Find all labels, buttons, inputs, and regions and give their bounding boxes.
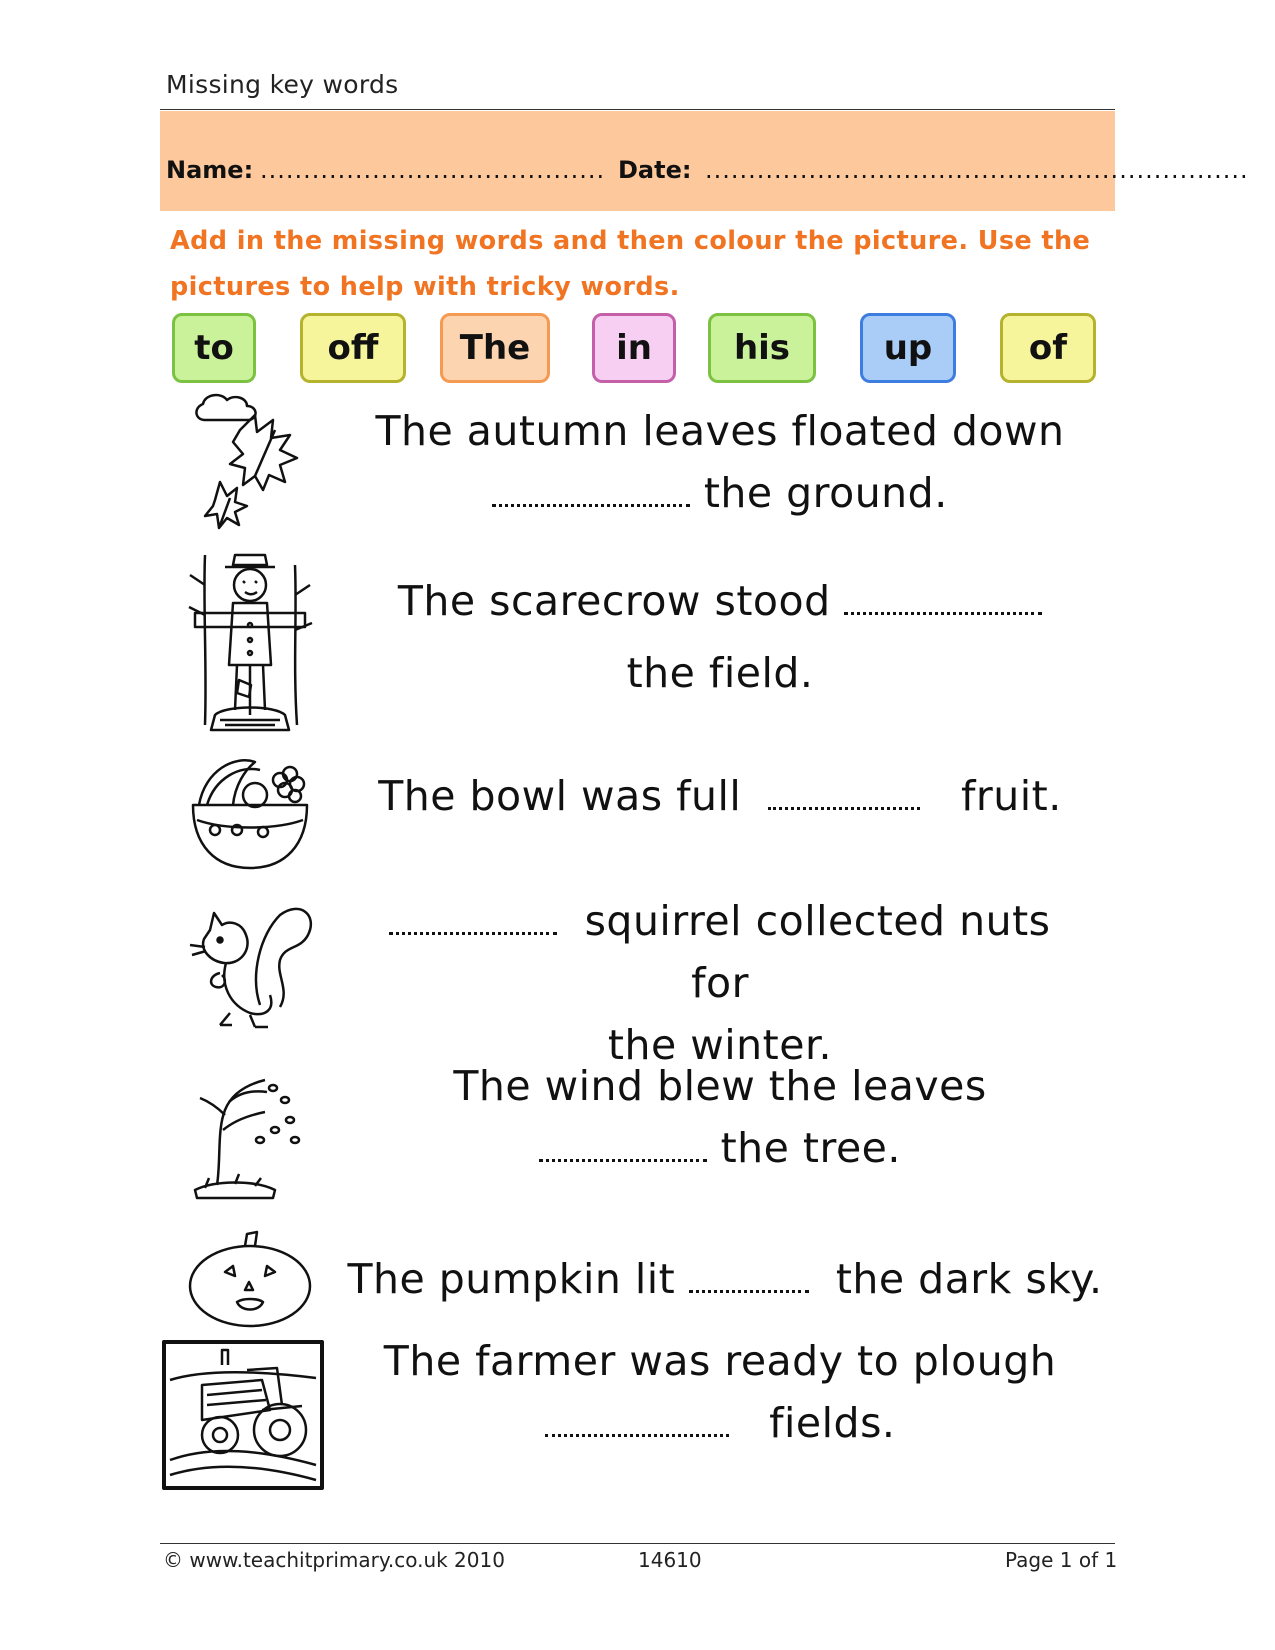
sentence-6 [340, 1248, 1110, 1310]
sentence-4 [360, 890, 1080, 1076]
word-tile-off[interactable]: off [300, 313, 406, 383]
sentence-7-line-1: The farmer was ready to plough [383, 1337, 1057, 1385]
sentence-3-blank[interactable] [768, 770, 920, 810]
sentence-4-line-2: the winter. [607, 1021, 833, 1069]
scarecrow-picture [185, 545, 315, 740]
header-rule [160, 109, 1115, 110]
sentence-3 [360, 765, 1080, 827]
name-field[interactable]: ........................................ [260, 156, 606, 184]
sentence-3-after: fruit. [961, 772, 1062, 820]
autumn-leaves-picture [185, 390, 315, 530]
sentence-1-line-1: The autumn leaves floated down [375, 407, 1065, 455]
date-label: Date: [618, 156, 692, 184]
sentence-5-line-2: the tree. [720, 1124, 901, 1172]
sentence-7-line-2: fields. [769, 1399, 896, 1447]
sentence-6-before: The pumpkin lit [347, 1255, 676, 1303]
sentence-2-line-1: The scarecrow stood [397, 577, 831, 625]
name-date-band [160, 111, 1249, 211]
sentence-4-line-1: squirrel collected nuts for [584, 897, 1051, 1007]
word-tile-up[interactable]: up [860, 313, 956, 383]
sentence-4-blank[interactable] [389, 895, 557, 935]
date-field[interactable]: ............................................................... [705, 156, 1249, 184]
word-tile-to[interactable]: to [172, 313, 256, 383]
sentence-5 [360, 1055, 1080, 1179]
sentence-7-blank[interactable] [545, 1397, 729, 1437]
word-tile-in[interactable]: in [592, 313, 676, 383]
name-label: Name: [166, 156, 254, 184]
sentence-1-line-2: the ground. [703, 469, 948, 517]
windy-tree-picture [195, 1070, 305, 1200]
instructions: Add in the missing words and then colour the picture. Use the pictures to help with tricky words. [170, 226, 1091, 302]
sentence-3-before: The bowl was full [378, 772, 742, 820]
sentence-2-blank[interactable] [844, 575, 1042, 615]
sentence-2-line-2: the field. [626, 649, 814, 697]
sentence-1-blank[interactable] [492, 467, 690, 507]
footer-rule [160, 1543, 1115, 1544]
footer-page-number: Page 1 of 1 [1005, 1548, 1118, 1572]
tractor-picture [162, 1340, 324, 1490]
footer-code: 14610 [638, 1548, 702, 1572]
word-tile-of[interactable]: of [1000, 313, 1096, 383]
sentence-5-blank[interactable] [539, 1122, 707, 1162]
page-title: Missing key words [166, 70, 399, 99]
pumpkin-picture [185, 1230, 315, 1330]
sentence-6-after: the dark sky. [835, 1255, 1103, 1303]
word-tile-the[interactable]: The [440, 313, 550, 383]
sentence-7 [360, 1330, 1080, 1454]
sentence-6-blank[interactable] [689, 1253, 809, 1293]
footer-copyright: © www.teachitprimary.co.uk 2010 [163, 1548, 505, 1572]
word-tile-his[interactable]: his [708, 313, 816, 383]
squirrel-picture [180, 895, 320, 1035]
sentence-2 [380, 570, 1060, 704]
sentence-1 [360, 400, 1080, 524]
fruit-bowl-picture [185, 750, 315, 870]
sentence-5-line-1: The wind blew the leaves [453, 1062, 987, 1110]
